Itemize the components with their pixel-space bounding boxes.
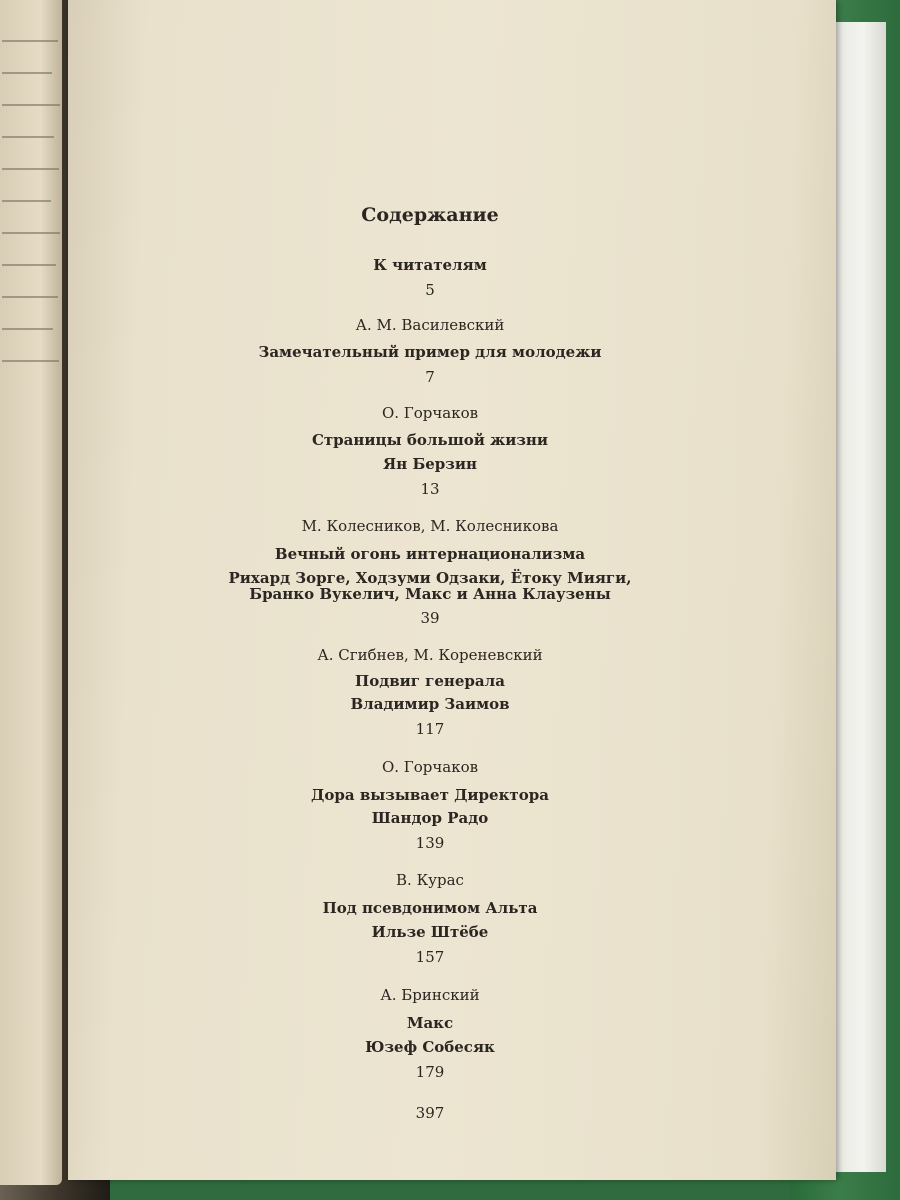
toc-entry-title: Подвиг генерала xyxy=(355,672,505,690)
toc-entry-page: 179 xyxy=(415,1063,445,1081)
toc-entry-page: 7 xyxy=(425,368,435,386)
toc-entry-title: Вечный огонь интернационализма xyxy=(274,545,586,563)
toc-entry-page: 157 xyxy=(415,948,445,966)
toc-entry-page: 39 xyxy=(420,609,440,627)
toc-entry-subject: Ильзе Штёбе xyxy=(371,923,489,941)
toc-entry-page: 139 xyxy=(415,834,445,852)
toc-entry-subject: Ян Берзин xyxy=(383,455,477,473)
toc-heading: Содержание xyxy=(361,204,499,226)
toc-entry-title: К читателям xyxy=(373,256,487,274)
toc-entry-subject: Юзеф Собесяк xyxy=(365,1038,495,1056)
toc-entry-page: 13 xyxy=(420,480,440,498)
toc-entry-subject: Шандор Радо xyxy=(371,809,489,827)
toc-entry-title: Замечательный пример для молодежи xyxy=(258,343,602,361)
toc-entry-author: А. М. Василевский xyxy=(355,316,505,334)
toc-entry-page: 117 xyxy=(415,720,445,738)
toc-entry-title: Дора вызывает Директора xyxy=(311,786,549,804)
toc-entry-subject: Бранко Вукелич, Макс и Анна Клаузены xyxy=(249,585,611,603)
toc-entry-title: Страницы большой жизни xyxy=(311,431,549,449)
toc-entry-author: В. Курас xyxy=(396,871,464,889)
toc-entry-title: Макс xyxy=(406,1014,454,1032)
toc-entry-subject: Владимир Заимов xyxy=(350,695,510,713)
toc-entry-author: О. Горчаков xyxy=(381,758,479,776)
toc-entry-title: Под псевдонимом Альта xyxy=(322,899,538,917)
toc-entry-page: 5 xyxy=(425,281,435,299)
toc-entry-author: А. Бринский xyxy=(380,986,480,1004)
toc-entry-author: А. Сгибнев, М. Кореневский xyxy=(317,646,543,664)
page-number: 397 xyxy=(415,1104,445,1122)
toc-entry-author: О. Горчаков xyxy=(381,404,479,422)
toc-entry-author: М. Колесников, М. Колесникова xyxy=(301,517,559,535)
toc-entry-subject: Рихард Зорге, Ходзуми Одзаки, Ётоку Мияги, xyxy=(228,569,632,587)
